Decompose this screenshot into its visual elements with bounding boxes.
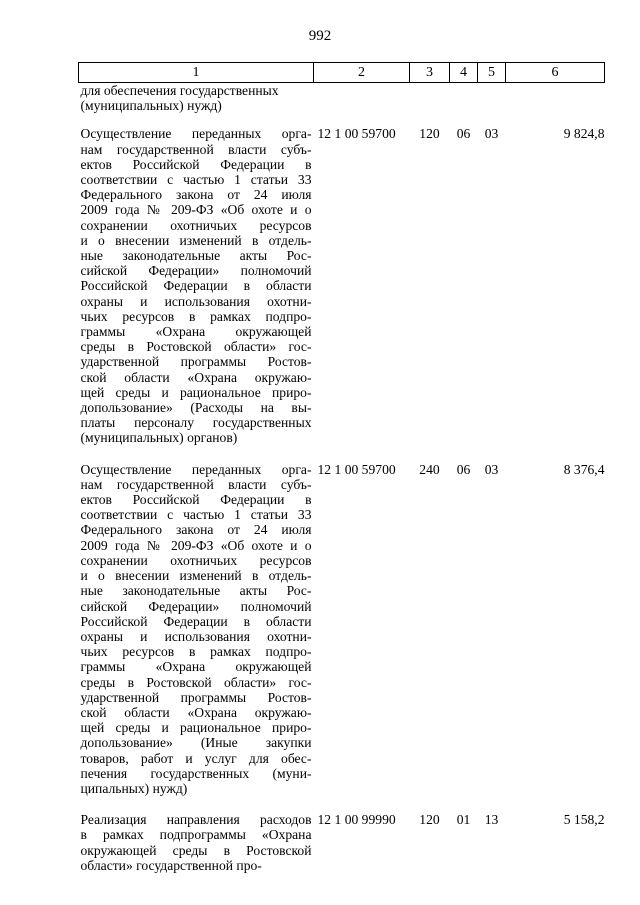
description-line: в рамках подпрограммы «Охрана — [80, 827, 312, 843]
description-line: нам государственной власти субъ- — [80, 141, 312, 157]
header-col-4: 4 — [450, 63, 478, 83]
budget-table — [78, 62, 605, 889]
description-line: охраны и использования охотни- — [80, 628, 312, 644]
description-line: (муниципальных) нужд) — [80, 98, 222, 114]
description-line: допользование» (Расходы на вы- — [80, 400, 312, 416]
description-line: ской области «Охрана окружаю- — [80, 369, 312, 385]
description-line: (муниципальных) органов) — [80, 430, 238, 446]
description-line: щей среды и рациональное приро- — [80, 720, 312, 736]
header-col-2: 2 — [314, 63, 410, 83]
description-line: чьих ресурсов в рамках подпро- — [80, 644, 312, 660]
row-description — [79, 462, 314, 812]
description-line: товаров, работ и услуг для обес- — [80, 750, 312, 766]
description-line: щей среды и рациональное приро- — [80, 384, 312, 400]
description-line: и о внесении изменений в отдель- — [80, 232, 312, 248]
description-line: среды в Ростовской области» гос- — [80, 339, 312, 355]
row-description — [79, 812, 314, 889]
row-col4: 01 — [456, 812, 471, 828]
header-col-1: 1 — [79, 63, 314, 83]
description-line: сохранении охотничьих ресурсов — [80, 552, 312, 568]
description-line: печения государственных (муни- — [80, 765, 312, 781]
description-line: чьих ресурсов в рамках подпро- — [80, 308, 312, 324]
description-line: ской области «Охрана окружаю- — [80, 704, 312, 720]
table-row — [79, 462, 605, 812]
description-line: Российской Федерации в области — [80, 278, 312, 294]
header-col-6: 6 — [506, 63, 605, 83]
description-line: Осуществление переданных орга- — [80, 461, 312, 477]
description-line: Российской Федерации в области — [80, 613, 312, 629]
row-col5: 03 — [484, 126, 499, 142]
row-amount: 8 376,4 — [563, 461, 605, 477]
row-description — [79, 83, 314, 127]
description-line: нам государственной власти субъ- — [80, 476, 312, 492]
row-col4: 06 — [456, 126, 471, 142]
table-header-row — [79, 63, 605, 83]
table-row — [79, 812, 605, 889]
description-line: для обеспечения государственных — [80, 83, 279, 98]
row-amount: 9 824,8 — [563, 126, 605, 142]
description-line: допользование» (Иные закупки — [80, 735, 312, 751]
row-col3: 240 — [419, 461, 440, 477]
description-line: граммы «Охрана окружающей — [80, 324, 312, 340]
row-col4: 06 — [456, 461, 471, 477]
row-col3: 120 — [419, 812, 440, 828]
description-line: 2009 года № 209-ФЗ «Об охоте и о — [80, 202, 312, 218]
description-line: Федерального закона от 24 июля — [80, 522, 312, 538]
description-line: соответствии с частью 1 статьи 33 — [80, 172, 312, 188]
row-description — [79, 126, 314, 461]
description-line: Реализация направления расходов — [80, 812, 312, 828]
description-line: ные законодательные акты Рос- — [80, 583, 312, 599]
description-line: ударственной программы Ростов- — [80, 689, 312, 705]
description-line: сийской Федерации» полномочий — [80, 598, 312, 614]
table-row — [79, 126, 605, 461]
row-col3: 120 — [419, 126, 440, 142]
page-number: 992 — [308, 28, 332, 44]
description-line: 2009 года № 209-ФЗ «Об охоте и о — [80, 537, 312, 553]
description-line: ектов Российской Федерации в — [80, 492, 312, 508]
description-line: граммы «Охрана окружающей — [80, 659, 312, 675]
description-line: среды в Ростовской области» гос- — [80, 674, 312, 690]
description-line: окружающей среды в Ростовской — [80, 842, 312, 858]
description-line: Федерального закона от 24 июля — [80, 187, 312, 203]
description-line: сохранении охотничьих ресурсов — [80, 217, 312, 233]
description-line: платы персоналу государственных — [80, 415, 312, 431]
description-line: и о внесении изменений в отдель- — [80, 568, 312, 584]
description-line: соответствии с частью 1 статьи 33 — [80, 507, 312, 523]
row-code: 12 1 00 59700 — [317, 461, 396, 477]
header-col-3: 3 — [410, 63, 450, 83]
description-line: ударственной программы Ростов- — [80, 354, 312, 370]
description-line: охраны и использования охотни- — [80, 293, 312, 309]
header-col-5: 5 — [478, 63, 506, 83]
row-code: 12 1 00 99990 — [317, 812, 396, 828]
row-col5: 13 — [484, 812, 499, 828]
row-code: 12 1 00 59700 — [317, 126, 396, 142]
description-line: ципальных) нужд) — [80, 780, 188, 796]
row-amount: 5 158,2 — [563, 812, 605, 828]
description-line: Осуществление переданных орга- — [80, 126, 312, 142]
description-line: сийской Федерации» полномочий — [80, 263, 312, 279]
table-row-continuation — [79, 83, 605, 127]
description-line: ектов Российской Федерации в — [80, 156, 312, 172]
description-line: ные законодательные акты Рос- — [80, 248, 312, 264]
description-line: области» государственной про- — [80, 857, 262, 873]
row-col5: 03 — [484, 461, 499, 477]
